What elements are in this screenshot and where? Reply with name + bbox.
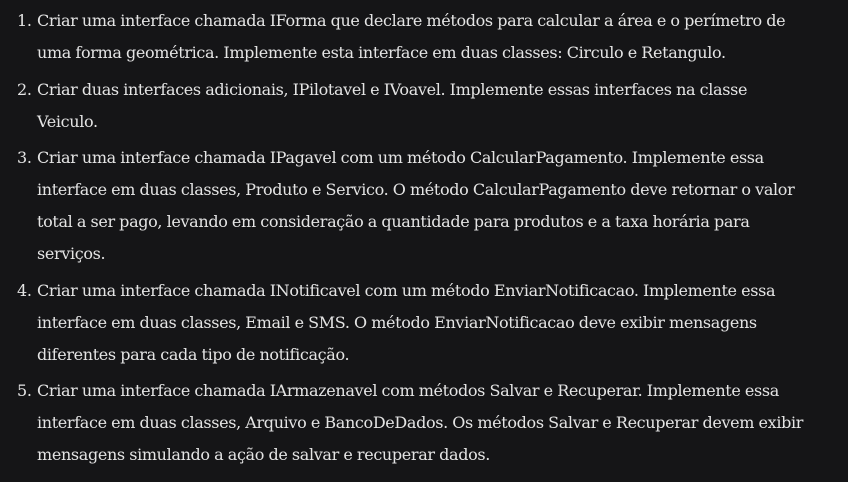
list-item-number: 3. [17,148,32,167]
list-item-text: Criar duas interfaces adicionais, IPilotavel e IVoavel. Implemente essas interfaces na classe Veiculo. [37,79,748,131]
list-item-number: 5. [17,381,32,400]
list-item [0,275,808,371]
list-item-text: Criar uma interface chamada INotificavel com um método EnviarNotificacao. Implemente essa interface em duas classes, Email e SMS. O método EnviarNotificacao deve exibir mensagens diferentes para cada tipo de notificação. [37,280,776,364]
list-item-number: 2. [17,79,32,99]
list-item-text: Criar uma interface chamada IPagavel com um método CalcularPagamento. Implemente essa interface em duas classes, Produto e Servico. O método CalcularPagamento deve retornar o valor total a ser pago, levando em consideração a quantidade para produtos e a taxa horária para serviços. [37,148,795,263]
list-item-number: 4. [17,280,32,300]
list-item-number: 1. [17,11,32,30]
chat-message-content [0,5,848,476]
list-item [0,375,808,471]
list-item [0,142,808,270]
list-item [0,5,808,69]
list-item [0,74,808,138]
exercise-list [0,5,808,471]
list-item-text: Criar uma interface chamada IForma que declare métodos para calcular a área e o perímetro de uma forma geométrica. Implemente esta interface em duas classes: Circulo e Retangulo. [37,11,786,62]
list-item-text: Criar uma interface chamada IArmazenavel com métodos Salvar e Recuperar. Implemente essa interface em duas classes, Arquivo e BancoDeDados. Os métodos Salvar e Recuperar devem exibir mensagens simulando a ação de salvar e recuperar dados. [37,381,804,464]
